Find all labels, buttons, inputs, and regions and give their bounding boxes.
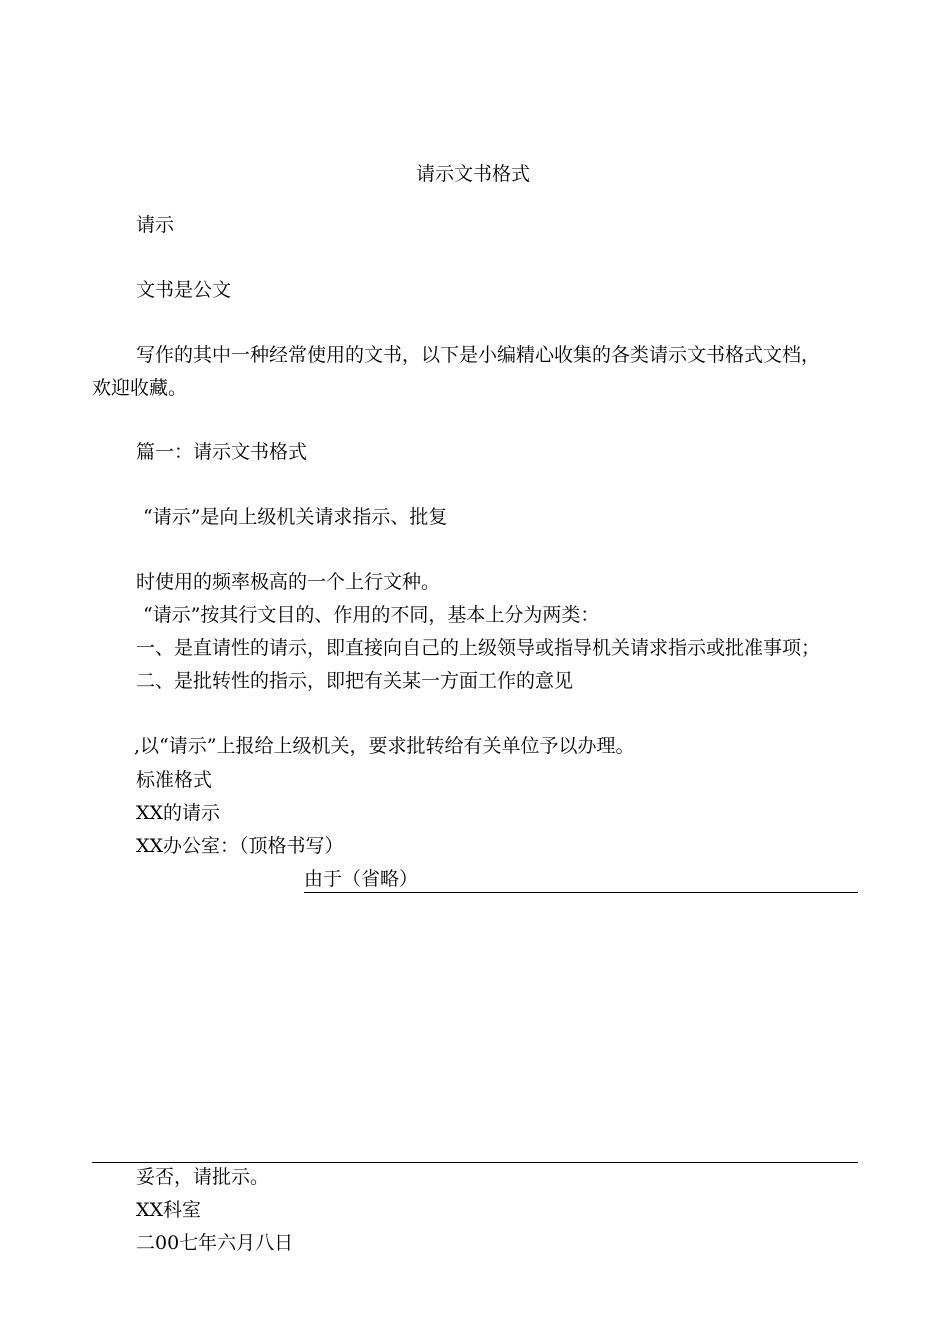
separator-rule — [92, 1162, 858, 1163]
paragraph-line: 写作的其中一种经常使用的文书，以下是小编精心收集的各类请示文书格式文档， — [136, 344, 821, 366]
date-line: 二00七年六月八日 — [136, 1232, 294, 1254]
paragraph-line: ,以“请示”上报给上级机关，要求批转给有关单位予以办理。 — [134, 735, 635, 757]
paragraph-line: 二、是批转性的指示，即把有关某一方面工作的意见 — [136, 670, 574, 692]
paragraph-line: 请示 — [136, 214, 175, 236]
paragraph-line: 妥否，请批示。 — [136, 1166, 270, 1188]
paragraph-line: 文书是公文 — [136, 279, 232, 301]
paragraph-line: 欢迎收藏。 — [92, 377, 188, 399]
paragraph-line: 由于（省略） — [304, 868, 419, 890]
paragraph-line: “请示”按其行文目的、作用的不同，基本上分为两类： — [143, 604, 600, 626]
paragraph-line: 时使用的频率极高的一个上行文种。 — [136, 571, 441, 593]
paragraph-line: 一、是直请性的请示，即直接向自己的上级领导或指导机关请求指示或批准事项； — [136, 637, 821, 659]
document-title: 请示文书格式 — [416, 163, 531, 185]
underline-rule — [304, 892, 858, 893]
paragraph-line: XX科室 — [136, 1199, 202, 1221]
paragraph-line: “请示”是向上级机关请求指示、批复 — [143, 506, 448, 528]
paragraph-line: XX的请示 — [136, 802, 221, 824]
paragraph-line: 标准格式 — [136, 769, 213, 791]
section-heading: 篇一：请示文书格式 — [136, 441, 308, 463]
paragraph-line: XX办公室：（顶格书写） — [136, 835, 344, 857]
